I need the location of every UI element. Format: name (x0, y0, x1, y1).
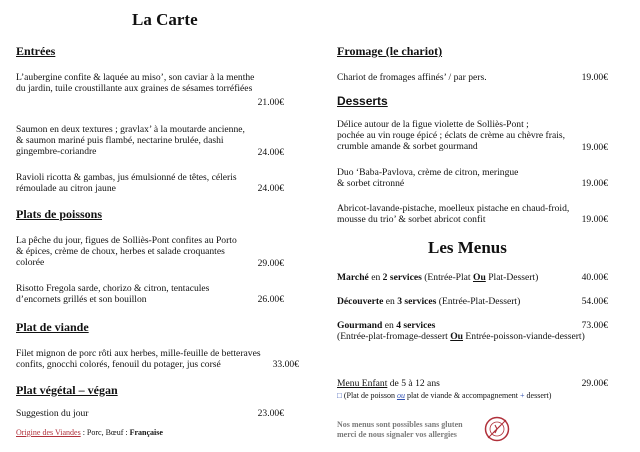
viande-1-line-2: confits, gnocchi colorés, fenouil du potager, jus corsé (16, 359, 221, 371)
origine-text: : Porc, Bœuf : (80, 428, 130, 437)
viande-1-price: 33.00€ (272, 359, 299, 370)
menu-decouverte (337, 296, 520, 307)
poisson-1-price: 29.00€ (257, 258, 284, 269)
dessert-2-price: 19.00€ (581, 178, 608, 189)
entree-2-price: 24.00€ (257, 147, 284, 158)
vegetal-item-1: Suggestion du jour (16, 408, 89, 419)
menu-decouverte-detail: (Entrée-Plat-Dessert) (436, 296, 521, 307)
entree-3-price: 24.00€ (257, 183, 284, 194)
menu-gourmand-ou: Ou (450, 331, 464, 343)
menu-gourmand-count: 4 services (396, 320, 436, 331)
dessert-1-line-1: Délice autour de la figue violette de Solliès-Pont ; (337, 119, 529, 130)
fromage-item-1: Chariot de fromages affinés’ / par pers. (337, 72, 487, 83)
poisson-item-2 (16, 283, 209, 305)
poisson-2-line-2: d’encornets grillés et son bouillon (16, 294, 147, 306)
dessert-item-1 (337, 119, 565, 153)
entree-1-line-1: L’aubergine confite & laquée au miso’, son caviar à la menthe (16, 72, 255, 83)
origine-viandes (16, 428, 163, 438)
entree-3-line-1: Ravioli ricotta & gambas, jus émulsionné de têtes, céleris (16, 172, 237, 183)
gluten-free-stamp-icon (484, 416, 510, 442)
allergy-note-line-1: Nos menus sont possibles sans gluten (337, 420, 463, 429)
menu-decouverte-en: en (383, 296, 398, 307)
vegetal-1-price: 23.00€ (257, 408, 284, 419)
menu-gourmand-price: 73.00€ (581, 320, 608, 331)
menu-marche (337, 272, 538, 283)
section-fromage-heading: Fromage (le chariot) (337, 44, 443, 58)
page-title: La Carte (132, 10, 198, 29)
menu-enfant-line2-c: dessert) (524, 391, 552, 400)
menu-enfant (337, 378, 440, 389)
menu-marche-price: 40.00€ (581, 272, 608, 283)
entree-item-1 (16, 72, 254, 94)
section-desserts-heading: Desserts (337, 94, 388, 108)
dessert-2-line-1: Duo ‘Baba-Pavlova, crème de citron, meringue (337, 167, 519, 178)
dessert-1-line-3: crumble amande & sorbet gourmand (337, 141, 478, 153)
menu-gourmand-detail-a: (Entrée-plat-fromage-dessert (337, 331, 451, 343)
menu-enfant-line2 (337, 391, 551, 401)
entree-1-line-2: du jardin, tuile croustillante aux graines de sésames torréfiées (16, 83, 253, 95)
allergy-note-line-2: merci de nous signaler vos allergies (337, 430, 457, 439)
dessert-item-3 (337, 203, 569, 225)
entree-3-line-2: rémoulade au citron jaune (16, 183, 116, 195)
origine-label: Origine des Viandes (16, 428, 81, 437)
section-viande-heading: Plat de viande (16, 320, 89, 334)
menu-enfant-name: Menu Enfant (337, 378, 388, 389)
section-poissons-heading: Plats de poissons (16, 207, 103, 221)
menu-enfant-price: 29.00€ (581, 378, 608, 389)
dessert-2-line-2: & sorbet citronné (337, 178, 405, 190)
fromage-1-price: 19.00€ (581, 72, 608, 83)
menu-marche-en: en (368, 272, 383, 283)
entree-2-line-3: gingembre-coriandre (16, 146, 97, 158)
menu-marche-name: Marché (337, 272, 369, 283)
entree-item-3 (16, 172, 237, 194)
menu-gourmand-detail-b: Entrée-poisson-viande-dessert) (463, 331, 585, 343)
dessert-item-2 (337, 167, 518, 189)
origine-country: Française (129, 428, 163, 437)
poisson-2-line-1: Risotto Fregola sarde, chorizo & citron, tentacules (16, 283, 210, 294)
menu-enfant-ou: ou (396, 391, 405, 400)
entree-2-line-2: & saumon mariné puis flambé, nectarine brulée, dashi (16, 135, 224, 147)
menu-enfant-line2-a: (Plat de poisson (341, 391, 397, 400)
dessert-3-line-1: Abricot-lavande-pistache, moelleux pistache en chaud-froid, (337, 203, 570, 214)
menus-title: Les Menus (428, 238, 507, 257)
poisson-1-line-1: La pêche du jour, figues de Solliès-Pont confites au Porto (16, 235, 237, 246)
poisson-1-line-2: & épices, crème de choux, herbes et salade croquantes (16, 246, 225, 258)
poisson-2-price: 26.00€ (257, 294, 284, 305)
menu-gourmand-name: Gourmand (337, 320, 383, 331)
menu-decouverte-name: Découverte (337, 296, 384, 307)
poisson-1-line-3: colorée (16, 257, 45, 269)
menu-gourmand (337, 320, 585, 342)
dessert-3-price: 19.00€ (581, 214, 608, 225)
menu-marche-detail-b: Plat-Dessert) (485, 272, 539, 283)
menu-decouverte-price: 54.00€ (581, 296, 608, 307)
dessert-1-price: 19.00€ (581, 142, 608, 153)
dessert-1-line-2: pochée au vin rouge épicé ; éclats de crème au chèvre frais, (337, 130, 565, 142)
menu-enfant-plus: + (520, 391, 525, 400)
menu-marche-count: 2 services (382, 272, 422, 283)
entree-1-price: 21.00€ (257, 97, 284, 108)
menu-marche-detail-a: (Entrée-Plat (421, 272, 473, 283)
viande-item-1 (16, 348, 261, 370)
menu-marche-ou: Ou (472, 272, 486, 283)
entree-2-line-1: Saumon en deux textures ; gravlax’ à la moutarde ancienne, (16, 124, 245, 135)
viande-1-line-1: Filet mignon de porc rôti aux herbes, mille-feuille de betteraves (16, 348, 261, 359)
menu-gourmand-en: en (382, 320, 397, 331)
entree-item-2 (16, 124, 245, 158)
dessert-3-line-2: mousse du trio’ & sorbet abricot confit (337, 214, 486, 226)
allergy-note (337, 420, 463, 440)
section-vegetal-heading: Plat végétal – végan (16, 383, 118, 397)
menu-enfant-line2-b: plat de viande & accompagnement (404, 391, 521, 400)
square-bullet-icon: □ (337, 391, 342, 400)
section-entrees-heading: Entrées (16, 44, 56, 58)
menu-enfant-detail: de 5 à 12 ans (387, 378, 440, 389)
menu-decouverte-count: 3 services (397, 296, 437, 307)
poisson-item-1 (16, 235, 237, 269)
